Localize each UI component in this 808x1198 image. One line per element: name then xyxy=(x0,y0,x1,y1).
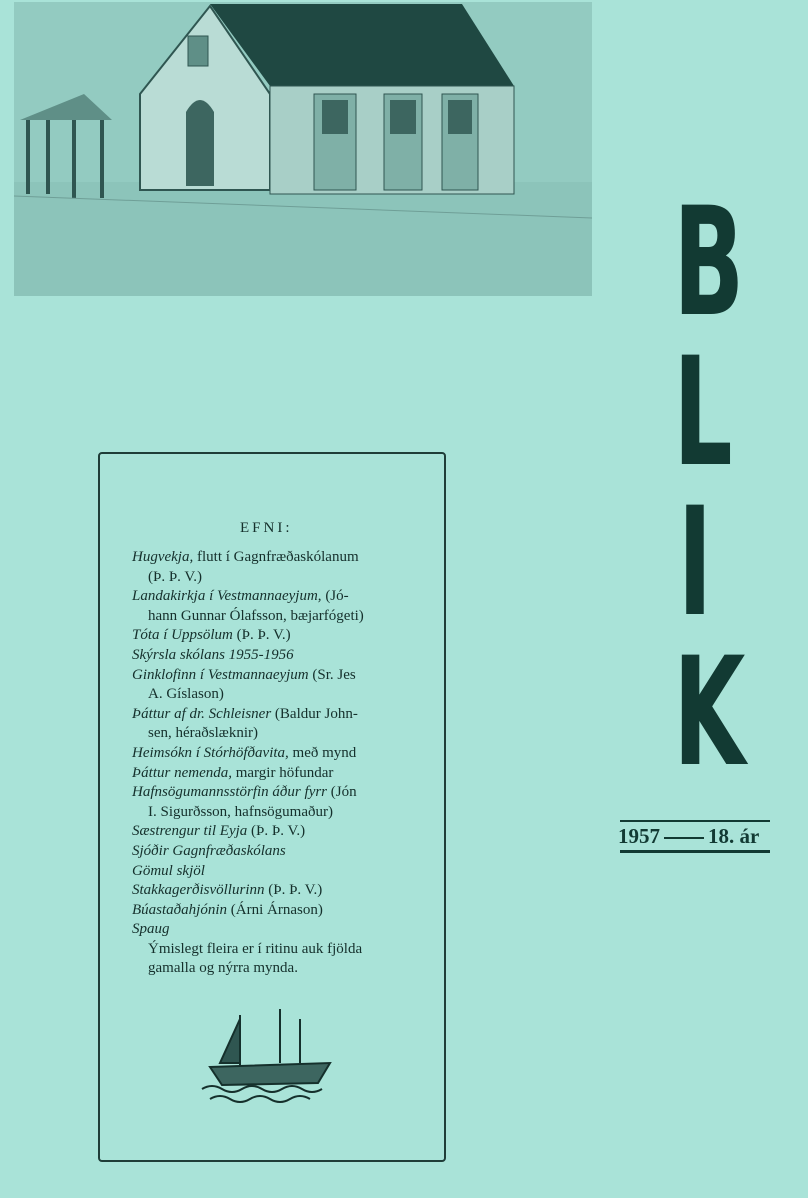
contents-entry-title: Búastaðahjónin xyxy=(132,901,228,918)
title-letter-i: I xyxy=(677,476,713,650)
contents-entry-title: Landakirkja í Vestmannaeyjum, xyxy=(132,588,322,605)
contents-entry-detail: margir höfundar xyxy=(231,764,334,781)
contents-entry xyxy=(132,959,432,979)
contents-entry-detail: (Baldur John- xyxy=(271,705,358,722)
contents-entry-detail: með mynd xyxy=(288,744,357,761)
contents-entry-title: Sjóðir Gagnfræðaskólans xyxy=(132,842,286,859)
title-letter-b: B xyxy=(673,176,745,350)
issue-volume: 18. ár xyxy=(708,824,760,848)
contents-entry xyxy=(132,901,432,921)
contents-entry-title: Þáttur nemenda, xyxy=(132,764,232,781)
contents-entry-detail: I. Sigurðsson, hafnsögumaður) xyxy=(148,803,333,820)
contents-entry-detail: flutt í Gagnfræðaskólanum xyxy=(193,549,359,565)
contents-entry-title: Spaug xyxy=(132,921,170,938)
issue-line xyxy=(618,824,774,849)
title-letter-l: L xyxy=(673,326,733,500)
contents-list xyxy=(132,548,432,979)
contents-entry-detail: (Jón xyxy=(327,784,357,801)
contents-entry-detail: (Þ. Þ. V.) xyxy=(264,882,323,899)
contents-entry-title: Ginklofinn í Vestmannaeyjum xyxy=(132,666,309,683)
contents-entry-title: Skýrsla skólans 1955-1956 xyxy=(132,646,294,663)
contents-entry-detail: hann Gunnar Ólafsson, bæjarfógeti) xyxy=(148,607,364,624)
contents-entry xyxy=(132,666,432,686)
contents-entry-title: Hafnsögumannsstörfin áður fyrr xyxy=(132,784,328,801)
contents-entry xyxy=(132,646,432,666)
contents-entry-detail: A. Gíslason) xyxy=(148,686,224,703)
church-illustration xyxy=(14,2,592,296)
contents-entry-detail: (Þ. Þ. V.) xyxy=(148,568,203,585)
contents-entry xyxy=(132,724,432,744)
contents-entry xyxy=(132,685,432,705)
contents-entry xyxy=(132,587,432,607)
contents-entry xyxy=(132,881,432,901)
contents-entry xyxy=(132,822,432,842)
contents-entry xyxy=(132,783,432,803)
contents-entry-detail: gamalla og nýrra mynda. xyxy=(148,960,298,977)
contents-entry-title: Þáttur af dr. Schleisner xyxy=(132,705,272,722)
issue-dash xyxy=(664,837,704,839)
contents-entry-title: Tóta í Uppsölum xyxy=(132,627,233,644)
contents-entry xyxy=(132,626,432,646)
contents-entry xyxy=(132,744,432,764)
year-rule-bottom xyxy=(620,850,770,853)
contents-entry xyxy=(132,940,432,960)
contents-entry-detail: (Þ. Þ. V.) xyxy=(232,627,291,644)
title-letter-k: K xyxy=(673,626,746,800)
contents-entry xyxy=(132,764,432,784)
contents-entry-title: Sæstrengur til Eyja xyxy=(132,823,248,840)
contents-entry xyxy=(132,920,432,940)
contents-entry-title: Heimsókn í Stórhöfðavita, xyxy=(132,744,289,761)
contents-entry xyxy=(132,705,432,725)
contents-entry xyxy=(132,607,432,627)
contents-entry xyxy=(132,803,432,823)
church-drawing xyxy=(14,2,592,296)
contents-entry xyxy=(132,548,432,568)
contents-entry-detail: (Sr. Jes xyxy=(308,666,356,683)
contents-entry-title: Gömul skjöl xyxy=(132,862,205,879)
year-rule-top xyxy=(620,820,770,822)
contents-entry xyxy=(132,842,432,862)
contents-entry-detail: sen, héraðslæknir) xyxy=(148,725,258,742)
contents-entry-detail: Ýmislegt fleira er í ritinu auk fjölda xyxy=(148,940,363,957)
contents-entry-detail: (Árni Árnason) xyxy=(227,901,323,918)
contents-entry-detail: (Jó- xyxy=(321,588,349,605)
ships-vignette xyxy=(200,1005,350,1105)
contents-entry xyxy=(132,568,432,588)
contents-entry xyxy=(132,862,432,882)
contents-entry-title: Stakkagerðisvöllurinn xyxy=(132,882,265,899)
contents-entry-detail: (Þ. Þ. V.) xyxy=(247,823,306,840)
contents-entry-title: Hugvekja, xyxy=(132,549,194,565)
contents-heading: EFNI: xyxy=(240,520,293,536)
issue-year: 1957 xyxy=(618,824,660,848)
